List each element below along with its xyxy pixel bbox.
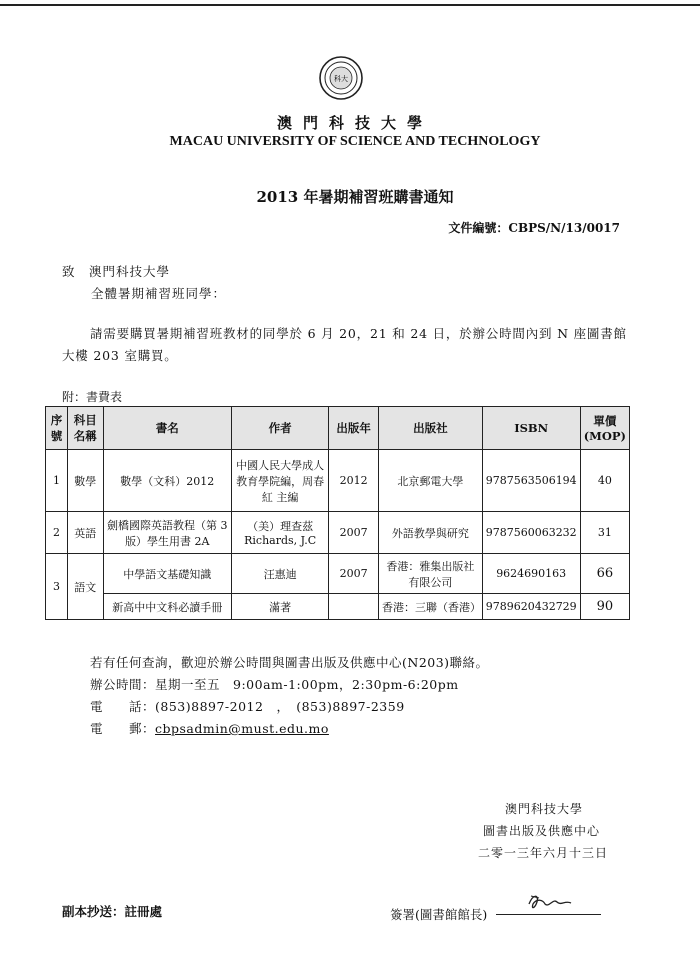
university-seal-logo <box>318 55 364 101</box>
cell-isbn: 9787560063232 <box>482 512 580 554</box>
table-row <box>46 450 630 512</box>
signoff-department: 圖書出版及供應中心 <box>483 824 601 838</box>
cell-publisher: 北京郵電大學 <box>379 450 483 512</box>
cell-author: 汪惠迪 <box>231 554 328 594</box>
cell-subject: 數學 <box>67 450 103 512</box>
cell-price: 40 <box>580 450 629 512</box>
cell-no: 3 <box>46 554 68 620</box>
table-row <box>46 594 630 620</box>
header-subject: 科目名稱 <box>67 407 103 450</box>
header-isbn: ISBN <box>482 407 580 450</box>
top-border-line <box>0 4 700 6</box>
signoff-date: 二零一三年六月十三日 <box>478 846 609 860</box>
cell-isbn: 9624690163 <box>482 554 580 594</box>
cell-year: 2007 <box>329 512 379 554</box>
cell-year: 2007 <box>329 554 379 594</box>
addressee-line: 致 澳門科技大學 <box>62 264 171 279</box>
university-name-chinese: 澳門科技大學 <box>276 114 433 132</box>
phone-numbers: 電 話：(853)8897-2012 ， (853)8897-2359 <box>90 699 405 714</box>
university-name-english: MACAU UNIVERSITY OF SCIENCE AND TECHNOLOGY <box>169 134 541 149</box>
addressee-students-line: 全體暑期補習班同學： <box>91 286 227 301</box>
cell-price: 66 <box>580 554 629 594</box>
cell-subject: 語文 <box>67 554 103 620</box>
handwritten-signature <box>525 890 575 914</box>
cell-subject: 英語 <box>67 512 103 554</box>
table-row <box>46 512 630 554</box>
cell-isbn: 9789620432729 <box>482 594 580 620</box>
cell-publisher: 香港：三聯（香港） <box>379 594 483 620</box>
notice-body-paragraph: 請需要購買暑期補習班教材的同學於 6 月 20，21 和 24 日，於辦公時間內到 N 座圖書館大樓 203 室購買。 <box>62 326 627 363</box>
header-price: 單價(MOP) <box>580 407 629 450</box>
seal-text: 科大 <box>334 75 348 83</box>
cell-author: （美）理查茲 Richards, J.C <box>231 512 328 554</box>
cell-author: 滿著 <box>231 594 328 620</box>
cell-author: 中國人民大學成人教育學院編，周春紅 主編 <box>231 450 328 512</box>
signoff-organization: 澳門科技大學 <box>505 802 584 816</box>
email-label: 電 郵： <box>90 721 156 736</box>
office-hours: 辦公時間：星期一至五 9:00am-1:00pm，2:30pm-6:20pm <box>90 677 459 692</box>
cell-price: 90 <box>580 594 629 620</box>
cell-price: 31 <box>580 512 629 554</box>
signature-label: 簽署(圖書館館長) <box>390 907 488 922</box>
header-publisher: 出版社 <box>379 407 483 450</box>
email-row <box>90 719 329 737</box>
carbon-copy-line: 副本抄送：註冊處 <box>62 904 163 919</box>
header-author: 作者 <box>231 407 328 450</box>
document-reference-number: 文件編號：CBPS/N/13/0017 <box>448 221 620 235</box>
table-row <box>46 554 630 594</box>
table-header-row <box>46 407 630 450</box>
cell-publisher: 香港：雅集出版社有限公司 <box>379 554 483 594</box>
contact-intro: 若有任何查詢，歡迎於辦公時間與圖書出版及供應中心(N203)聯絡。 <box>90 655 489 670</box>
header-title: 書名 <box>103 407 231 450</box>
attachment-label: 附：書費表 <box>62 390 123 404</box>
cell-isbn: 9787563506194 <box>482 450 580 512</box>
cell-publisher: 外語教學與研究 <box>379 512 483 554</box>
cell-title: 數學（文科）2012 <box>103 450 231 512</box>
signature-line <box>496 914 601 915</box>
header-year: 出版年 <box>329 407 379 450</box>
notice-title: 2013 年暑期補習班購書通知 <box>256 188 454 206</box>
book-price-table <box>45 406 630 620</box>
cell-year: 2012 <box>329 450 379 512</box>
header-no: 序號 <box>46 407 68 450</box>
email-link[interactable]: cbpsadmin@must.edu.mo <box>155 721 329 736</box>
cell-title: 中學語文基礎知識 <box>103 554 231 594</box>
cell-title: 新高中中文科必讀手冊 <box>103 594 231 620</box>
cell-title: 劍橋國際英語教程（第 3 版）學生用書 2A <box>103 512 231 554</box>
cell-year <box>329 594 379 620</box>
cell-no: 1 <box>46 450 68 512</box>
cell-no: 2 <box>46 512 68 554</box>
